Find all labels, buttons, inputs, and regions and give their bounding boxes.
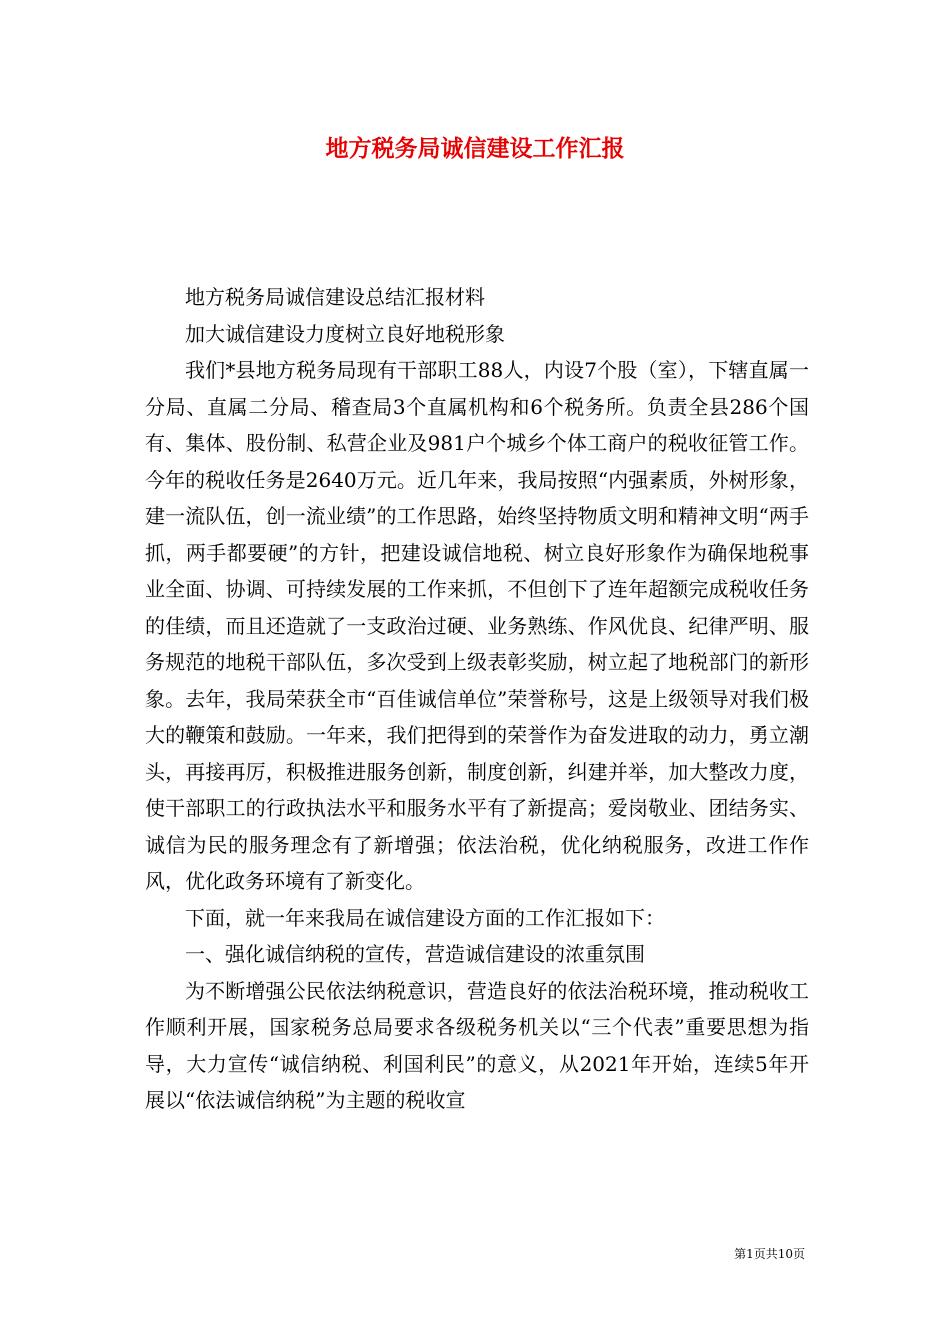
paragraph: 下面，就一年来我局在诚信建设方面的工作汇报如下：	[185, 905, 665, 930]
page-title: 地方税务局诚信建设工作汇报	[325, 135, 625, 162]
page-number: 第1页共10页	[734, 1247, 805, 1261]
paragraph: 我们*县地方税务局现有干部职工88人，内设7个股（室），下辖直属一分局、直属二分局、稽查局3个直属机构和6个税务所。负责全县286个国有、集体、股份制、私营企业及981户个城乡个体工商户的税收征管工作。今年的税收任务是2640万元。近几年来，我局按照“内强素质，外树形象，建一流队伍，创一流业绩”的工作思路，始终坚持物质文明和精神文明“两手抓，两手都要硬”的方针，把建设诚信地税、树立良好形象作为确保地税事业全面、协调、可持续发展的工作来抓，不但创下了连年超额完成税收任务的佳绩，而且还造就了一支政治过硬、业务熟练、作风优良、纪律严明、服务规范的地税干部队伍，多次受到上级表彰奖励，树立起了地税部门的新形象。去年，我局荣获全市“百佳诚信单位”荣誉称号，这是上级领导对我们极大的鞭策和鼓励。一年来，我们把得到的荣誉作为奋发进取的动力，勇立潮头，再接再厉，积极推进服务创新，制度创新，纠建并举，加大整改力度，使干部职工的行政执法水平和服务水平有了新提高；爱岗敬业、团结务实、诚信为民的服务理念有了新增强；依法治税，优化纳税服务，改进工作作风，优化政务环境有了新变化。	[145, 358, 809, 893]
paragraph: 为不断增强公民依法纳税意识，营造良好的依法治税环境，推动税收工作顺利开展，国家税务总局要求各级税务机关以“三个代表”重要思想为指导，大力宣传“诚信纳税、利国利民”的意义，从2021年开始，连续5年开展以“依法诚信纳税”为主题的税收宣	[145, 978, 809, 1112]
document-body	[145, 279, 809, 1119]
section-heading: 一、强化诚信纳税的宣传，营造诚信建设的浓重氛围	[185, 942, 645, 966]
paragraph: 加大诚信建设力度树立良好地税形象	[185, 321, 505, 346]
paragraph: 地方税务局诚信建设总结汇报材料	[185, 285, 485, 309]
